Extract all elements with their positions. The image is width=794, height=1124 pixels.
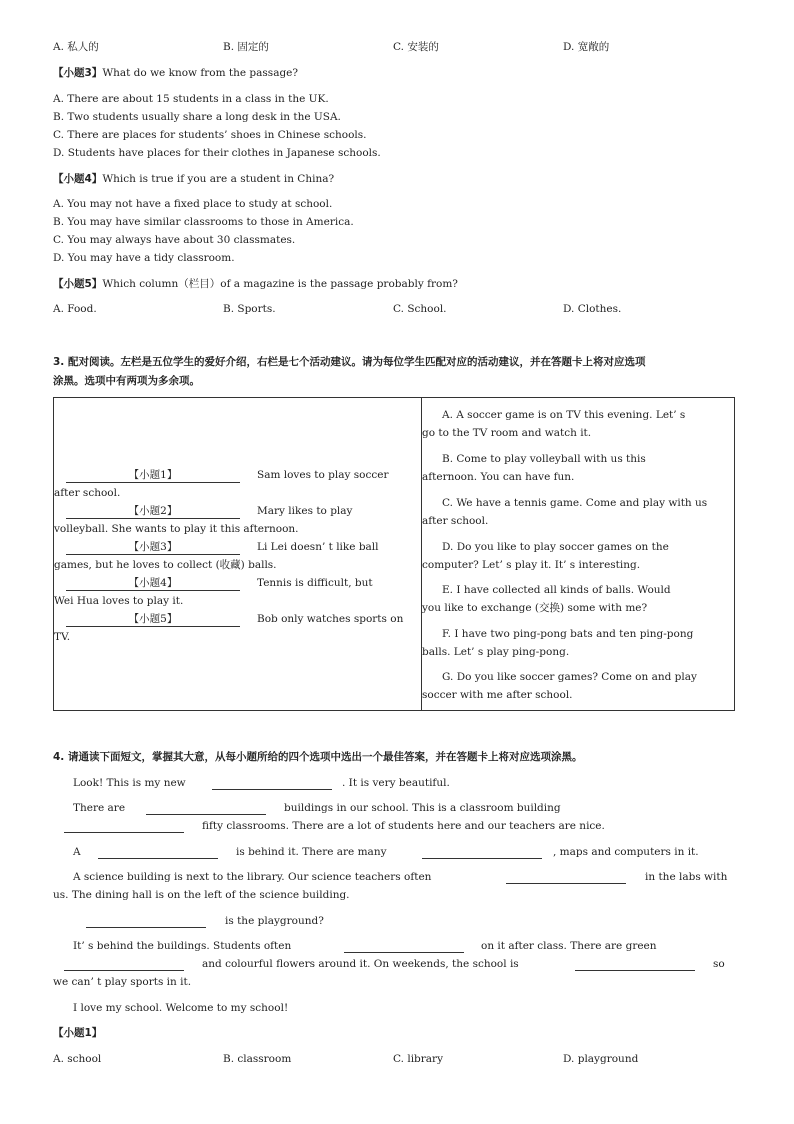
choice-c-line2: after school.	[422, 515, 489, 527]
choice-f-line1: F. I have two ping-pong bats and ten ping-pong	[442, 628, 694, 640]
matching-item-4-text: Tennis is difficult, but	[257, 577, 373, 589]
blank-4[interactable]	[98, 858, 218, 859]
matching-right-column	[422, 398, 735, 711]
choice-b-line1: B. Come to play volleyball with us this	[442, 453, 646, 465]
choice-e-line2: you like to exchange (交换) some with me?	[422, 602, 648, 614]
q5-option-d[interactable]: D. Clothes.	[563, 303, 622, 315]
matching-item-3-text-cont: games, but he loves to collect (收藏) balls.	[54, 559, 277, 571]
q5-stem-text: Which column（栏目）of a magazine is the passage probably from?	[102, 278, 458, 290]
choice-d-line2: computer? Let’ s play it. It’ s interesting.	[422, 559, 641, 571]
choice-a-line1: A. A soccer game is on TV this evening. Let’ s	[442, 409, 686, 421]
matching-item-1-label[interactable]: 【小题1】	[66, 468, 240, 483]
matching-item-5-text-cont: TV.	[54, 631, 71, 643]
choice-d-line1: D. Do you like to play soccer games on the	[442, 541, 669, 553]
choice-c-line1: C. We have a tennis game. Come and play with us	[442, 497, 708, 509]
q3-stem-text: What do we know from the passage?	[102, 67, 299, 79]
q3-option-c[interactable]: C. There are places for students’ shoes in Chinese schools.	[53, 129, 367, 141]
blank-8[interactable]	[344, 952, 464, 953]
matching-table	[53, 397, 735, 711]
q3-number: 【小题3】	[53, 67, 103, 79]
matching-item-5-label[interactable]: 【小题5】	[66, 612, 240, 627]
choice-a-line2: go to the TV room and watch it.	[422, 427, 592, 439]
q4-option-a[interactable]: A. You may not have a fixed place to study at school.	[53, 198, 333, 210]
choice-e-line1: E. I have collected all kinds of balls. Would	[442, 584, 671, 596]
q5-number: 【小题5】	[53, 278, 103, 290]
q2-option-a[interactable]: A. 私人的	[53, 41, 99, 53]
section4-title: 4. 请通读下面短文，掌握其大意，从每小题所给的四个选项中选出一个最佳答案，并在答题卡上将对应选项涂黑。	[53, 751, 583, 763]
q4-number: 【小题4】	[53, 173, 103, 185]
blank-10[interactable]	[575, 970, 695, 971]
passage-line5: is the playground?	[225, 915, 324, 927]
q5-stem	[53, 277, 458, 291]
q5-option-c[interactable]: C. School.	[393, 303, 447, 315]
q3-option-a[interactable]: A. There are about 15 students in a class in the UK.	[53, 93, 329, 105]
matching-item-3-label[interactable]: 【小题3】	[66, 540, 240, 555]
q3-option-d[interactable]: D. Students have places for their clothes in Japanese schools.	[53, 147, 381, 159]
passage-line4-c: us. The dining hall is on the left of the science building.	[53, 889, 350, 901]
blank-1[interactable]	[212, 789, 332, 790]
matching-item-1-text-cont: after school.	[54, 487, 121, 499]
matching-left-column	[54, 398, 422, 711]
passage-line4-a: A science building is next to the library. Our science teachers often	[73, 871, 432, 883]
passage-line6-c: and colourful flowers around it. On weekends, the school is	[202, 958, 519, 970]
matching-item-2-label[interactable]: 【小题2】	[66, 504, 240, 519]
passage-line3-a: A	[73, 846, 81, 858]
q2-option-b[interactable]: B. 固定的	[223, 41, 269, 53]
matching-item-3-text: Li Lei doesn’ t like ball	[257, 541, 379, 553]
q4-stem	[53, 172, 334, 186]
s4-q1-option-b[interactable]: B. classroom	[223, 1053, 292, 1065]
passage-line3-b: is behind it. There are many	[236, 846, 387, 858]
choice-g-line2: soccer with me after school.	[422, 689, 573, 701]
matching-item-5-text: Bob only watches sports on	[257, 613, 404, 625]
matching-item-4-label[interactable]: 【小题4】	[66, 576, 240, 591]
choice-f-line2: balls. Let’ s play ping-pong.	[422, 646, 570, 658]
section3-title-line2: 涂黑。选项中有两项为多余项。	[53, 375, 200, 387]
passage-line2-a: There are	[73, 802, 126, 814]
q3-stem	[53, 66, 298, 80]
blank-2[interactable]	[146, 814, 266, 815]
matching-item-4-text-cont: Wei Hua loves to play it.	[54, 595, 184, 607]
q4-stem-text: Which is true if you are a student in China?	[102, 173, 335, 185]
q4-option-c[interactable]: C. You may always have about 30 classmates.	[53, 234, 296, 246]
matching-item-2-text: Mary likes to play	[257, 505, 353, 517]
passage-line1-a: Look! This is my new	[73, 777, 186, 789]
blank-7[interactable]	[86, 927, 206, 928]
passage-line4-b: in the labs with	[645, 871, 728, 883]
matching-item-1-text: Sam loves to play soccer	[257, 469, 389, 481]
q5-option-b[interactable]: B. Sports.	[223, 303, 276, 315]
section3-title-line1: 3. 配对阅读。左栏是五位学生的爱好介绍，右栏是七个活动建议。请为每位学生匹配对应的活动建议，并在答题卡上将对应选项	[53, 356, 646, 368]
passage-line6-e: we can’ t play sports in it.	[53, 976, 192, 988]
blank-5[interactable]	[422, 858, 542, 859]
choice-b-line2: afternoon. You can have fun.	[422, 471, 575, 483]
passage-line7: I love my school. Welcome to my school!	[73, 1002, 289, 1014]
passage-line6-b: on it after class. There are green	[481, 940, 657, 952]
blank-6[interactable]	[506, 883, 626, 884]
blank-3[interactable]	[64, 832, 184, 833]
passage-line2-b: buildings in our school. This is a classroom building	[284, 802, 561, 814]
passage-line6-a: It’ s behind the buildings. Students often	[73, 940, 292, 952]
s4-q1-number: 【小题1】	[53, 1027, 103, 1039]
passage-line3-c: , maps and computers in it.	[553, 846, 699, 858]
blank-9[interactable]	[64, 970, 184, 971]
s4-q1-option-c[interactable]: C. library	[393, 1053, 444, 1065]
q3-option-b[interactable]: B. Two students usually share a long desk in the USA.	[53, 111, 341, 123]
q2-option-c[interactable]: C. 安装的	[393, 41, 439, 53]
q5-option-a[interactable]: A. Food.	[53, 303, 97, 315]
q4-option-b[interactable]: B. You may have similar classrooms to those in America.	[53, 216, 354, 228]
choice-g-line1: G. Do you like soccer games? Come on and play	[442, 671, 697, 683]
s4-q1-option-d[interactable]: D. playground	[563, 1053, 639, 1065]
passage-line6-d: so	[713, 958, 725, 970]
passage-line2-c: fifty classrooms. There are a lot of students here and our teachers are nice.	[202, 820, 605, 832]
q4-option-d[interactable]: D. You may have a tidy classroom.	[53, 252, 235, 264]
matching-item-2-text-cont: volleyball. She wants to play it this afternoon.	[54, 523, 299, 535]
passage-line1-b: . It is very beautiful.	[342, 777, 450, 789]
q2-option-d[interactable]: D. 宽敞的	[563, 41, 610, 53]
s4-q1-option-a[interactable]: A. school	[53, 1053, 102, 1065]
